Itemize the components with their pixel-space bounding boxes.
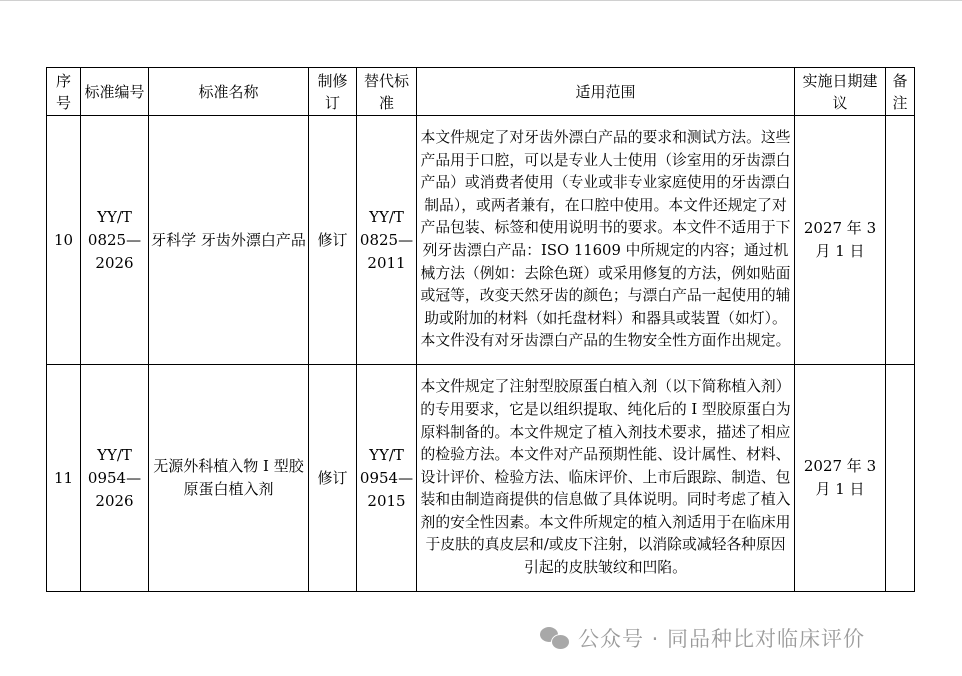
cell-std-no: YY/T 0954—2026 (81, 365, 149, 592)
cell-revise: 修订 (309, 365, 357, 592)
header-scope: 适用范围 (417, 68, 795, 116)
cell-replace: YY/T 0825—2011 (357, 116, 417, 365)
cell-seq: 11 (47, 365, 81, 592)
cell-note (886, 116, 915, 365)
header-seq: 序号 (47, 68, 81, 116)
watermark (540, 620, 865, 656)
cell-revise: 修订 (309, 116, 357, 365)
cell-scope: 本文件规定了注射型胶原蛋白植入剂（以下简称植入剂）的专用要求，它是以组织提取、纯化后的 I 型胶原蛋白为原料制备的。本文件规定了植入剂技术要求，描述了相应的检验方法。本文件对产品预期性能、设计属性、材料、设计评价、检验方法、临床评价、上市后跟踪、制造、包装和由制造商提供的信息做了具体说明。同时考虑了植入剂的安全性因素。本文件所规定的植入剂适用于在临床用于皮肤的真皮层和/或皮下注射，以消除或减轻各种原因引起的皮肤皱纹和凹陷。 (417, 365, 795, 592)
header-row (47, 68, 915, 116)
watermark-text: 公众号 · 同品种比对临床评价 (578, 627, 866, 651)
cell-date: 2027 年 3 月 1 日 (795, 116, 886, 365)
cell-note (886, 365, 915, 592)
cell-std-name: 牙科学 牙齿外漂白产品 (149, 116, 309, 365)
cell-std-name: 无源外科植入物 I 型胶原蛋白植入剂 (149, 365, 309, 592)
cell-std-no: YY/T 0825—2026 (81, 116, 149, 365)
header-replace: 替代标准 (357, 68, 417, 116)
cell-scope: 本文件规定了对牙齿外漂白产品的要求和测试方法。这些产品用于口腔，可以是专业人士使用（诊室用的牙齿漂白产品）或消费者使用（专业或非专业家庭使用的牙齿漂白制品），或两者兼有，在口腔中使用。本文件还规定了对产品包装、标签和使用说明书的要求。本文件不适用于下列牙齿漂白产品：ISO 11609 中所规定的内容；通过机械方法（例如：去除色斑）或采用修复的方法，例如贴面或冠等，改变天然牙齿的颜色；与漂白产品一起使用的辅助或附加的材料（如托盘材料）和器具或装置（如灯）。本文件没有对牙齿漂白产品的生物安全性方面作出规定。 (417, 116, 795, 365)
header-note: 备注 (886, 68, 915, 116)
header-date: 实施日期建议 (795, 68, 886, 116)
header-revise: 制修订 (309, 68, 357, 116)
header-std-name: 标准名称 (149, 68, 309, 116)
table-row (47, 365, 915, 592)
header-std-no: 标准编号 (81, 68, 149, 116)
cell-date: 2027 年 3 月 1 日 (795, 365, 886, 592)
wechat-icon (540, 625, 570, 651)
cell-seq: 10 (47, 116, 81, 365)
standards-table (46, 67, 915, 592)
table-row (47, 116, 915, 365)
page-top-border (0, 0, 962, 1)
cell-replace: YY/T 0954—2015 (357, 365, 417, 592)
